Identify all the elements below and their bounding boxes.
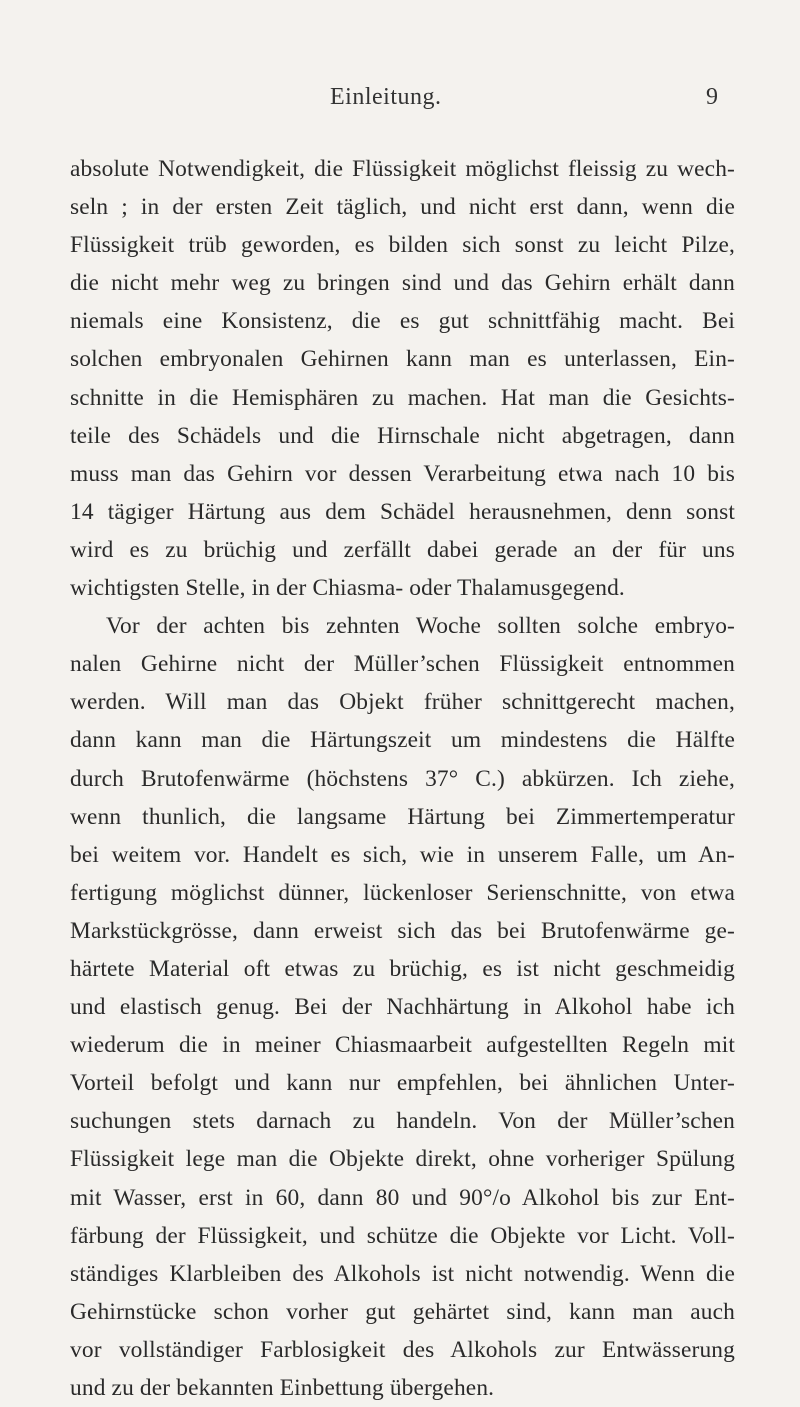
text-line: 14 tägiger Härtung aus dem Schädel herausnehmen, denn sonst: [70, 498, 735, 525]
text-line: mit Wasser, erst in 60, dann 80 und 90°/o Alkohol bis zur Ent-: [70, 1184, 735, 1211]
text-line: teile des Schädels und die Hirnschale nicht abgetragen, dann: [70, 422, 735, 449]
text-line: seln ; in der ersten Zeit täglich, und nicht erst dann, wenn die: [70, 194, 735, 221]
text-line: Markstückgrösse, dann erweist sich das bei Brutofenwärme ge-: [70, 917, 735, 944]
text-line: Flüssigkeit trüb geworden, es bilden sich sonst zu leicht Pilze,: [70, 232, 735, 259]
text-line: und elastisch genug. Bei der Nachhärtung in Alkohol habe ich: [70, 994, 735, 1021]
text-line: fertigung möglichst dünner, lückenloser Serienschnitte, von etwa: [70, 879, 735, 906]
text-line: Vor der achten bis zehnten Woche sollten solche embryo-: [106, 613, 735, 640]
text-line: Vorteil befolgt und kann nur empfehlen, bei ähnlichen Unter-: [70, 1070, 735, 1097]
text-line: schnitte in die Hemisphären zu machen. Hat man die Gesichts-: [70, 384, 735, 411]
text-line: ständiges Klarbleiben des Alkohols ist nicht notwendig. Wenn die: [70, 1260, 735, 1287]
text-line: färbung der Flüssigkeit, und schütze die Objekte vor Licht. Voll-: [70, 1222, 735, 1249]
text-line: solchen embryonalen Gehirnen kann man es unterlassen, Ein-: [70, 346, 735, 373]
text-line: nalen Gehirne nicht der Müller’schen Flüssigkeit entnommen: [70, 651, 735, 678]
text-line: absolute Notwendigkeit, die Flüssigkeit möglichst fleissig zu wech-: [70, 156, 735, 182]
text-line: werden. Will man das Objekt früher schnittgerecht machen,: [70, 689, 735, 716]
page-number: 9: [706, 84, 718, 110]
text-line: Gehirnstücke schon vorher gut gehärtet sind, kann man auch: [70, 1298, 735, 1325]
text-line: die nicht mehr weg zu bringen sind und das Gehirn erhält dann: [70, 270, 735, 297]
text-line: bei weitem vor. Handelt es sich, wie in unserem Falle, um An-: [70, 841, 735, 868]
text-line: niemals eine Konsistenz, die es gut schnittfähig macht. Bei: [70, 308, 735, 335]
text-line: härtete Material oft etwas zu brüchig, es ist nicht geschmeidig: [70, 955, 735, 982]
text-line: vor vollständiger Farblosigkeit des Alkohols zur Entwässerung: [70, 1336, 735, 1363]
text-line: wichtigsten Stelle, in der Chiasma- oder Thalamusgegend.: [70, 575, 625, 602]
running-head: Einleitung.: [330, 84, 442, 110]
text-line: wird es zu brüchig und zerfällt dabei gerade an der für uns: [70, 536, 735, 563]
text-line: dann kann man die Härtungszeit um mindestens die Hälfte: [70, 727, 735, 754]
text-line: wiederum die in meiner Chiasmaarbeit aufgestellten Regeln mit: [70, 1032, 735, 1059]
text-line: wenn thunlich, die langsame Härtung bei Zimmertemperatur: [70, 803, 735, 830]
text-line: und zu der bekannten Einbettung übergehen.: [70, 1375, 495, 1401]
page-header: [0, 84, 800, 114]
text-line: suchungen stets darnach zu handeln. Von der Müller’schen: [70, 1108, 735, 1135]
text-line: durch Brutofenwärme (höchstens 37° C.) abkürzen. Ich ziehe,: [70, 765, 735, 792]
text-line: Flüssigkeit lege man die Objekte direkt, ohne vorheriger Spülung: [70, 1146, 735, 1173]
text-line: muss man das Gehirn vor dessen Verarbeitung etwa nach 10 bis: [70, 460, 735, 487]
body-text: [70, 150, 735, 1407]
